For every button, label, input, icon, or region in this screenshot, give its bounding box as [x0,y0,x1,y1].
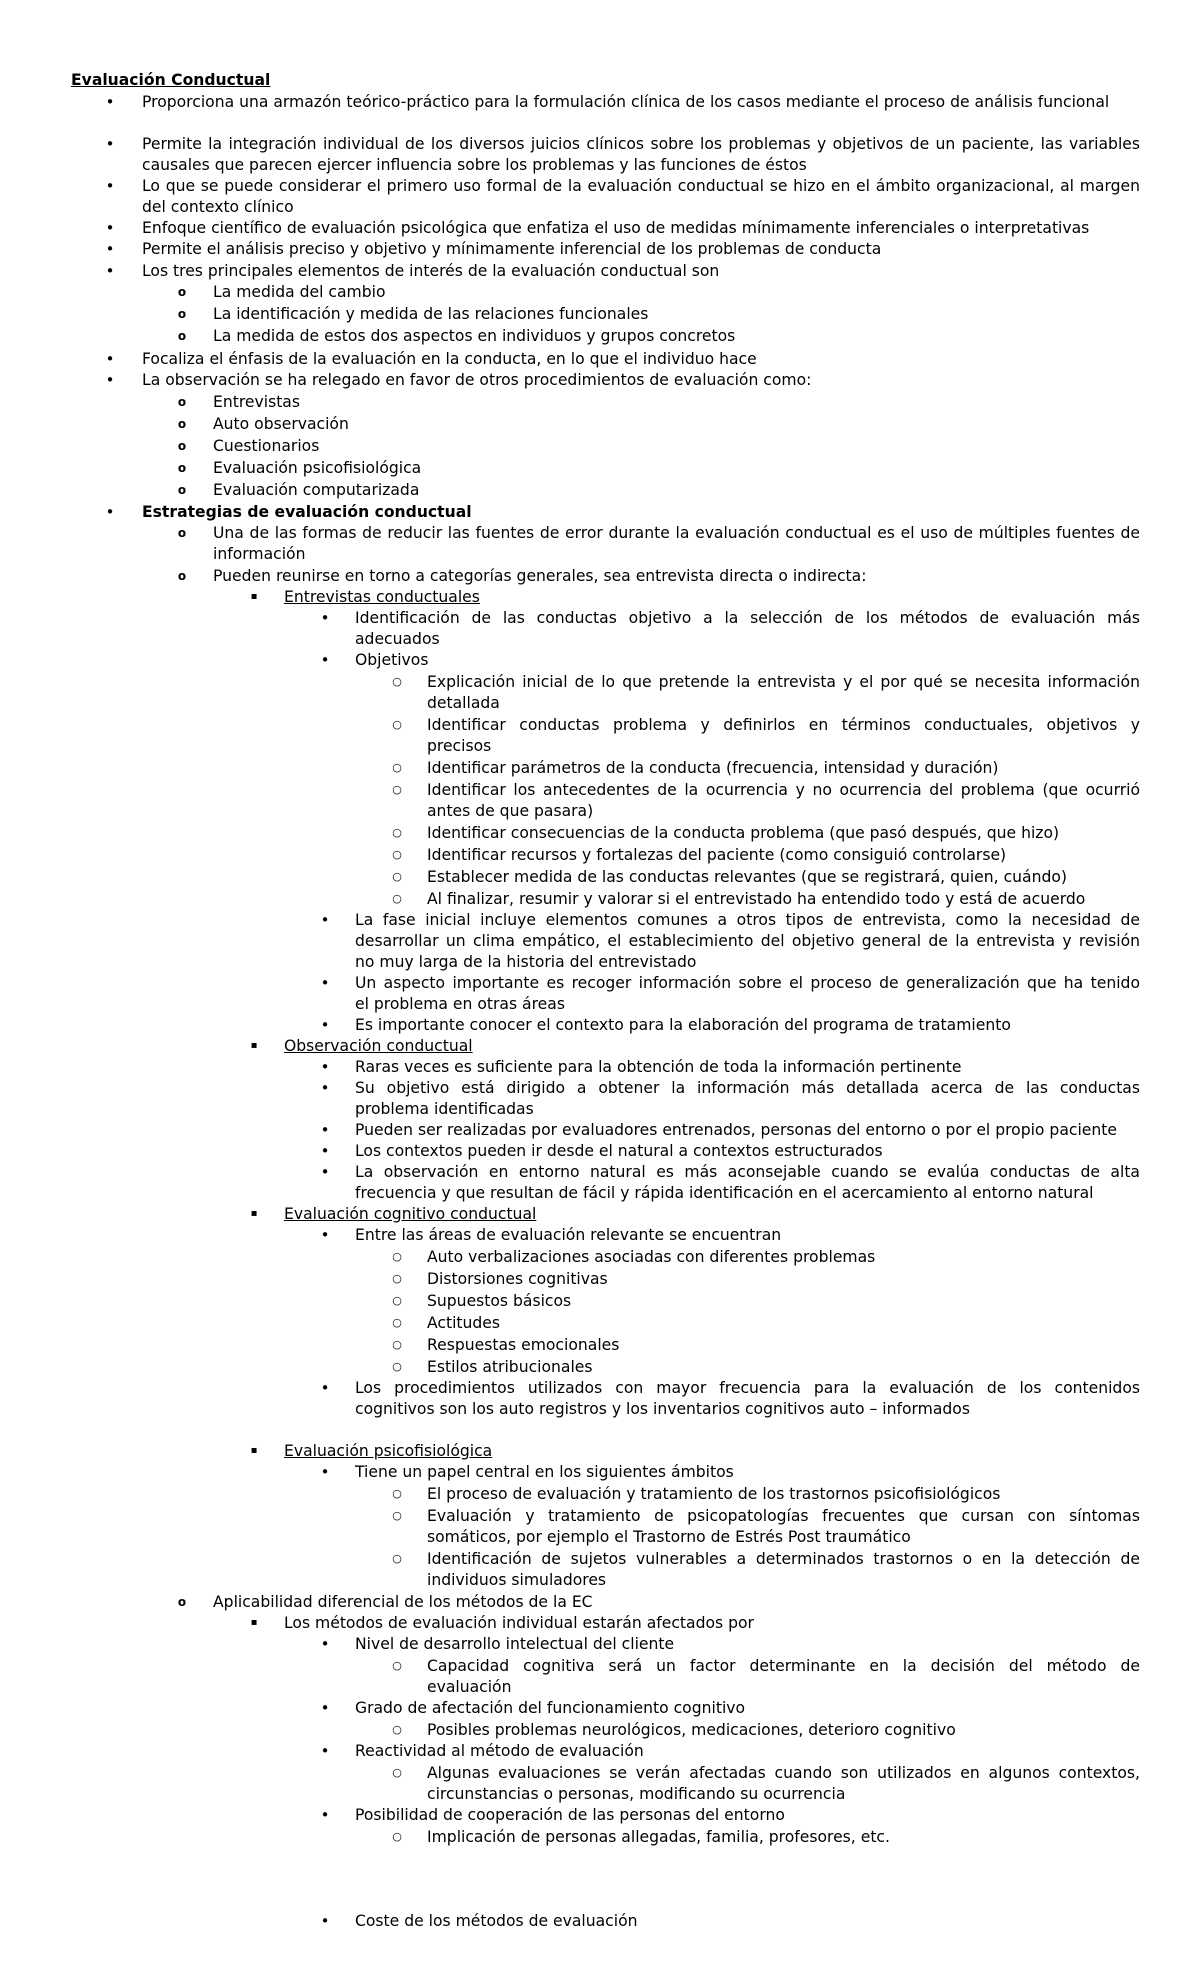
bullet-marker: • [320,1806,330,1824]
list-item-text: cognitivos son los auto registros y los inventarios cognitivos auto – informados [355,1400,970,1418]
list-item [0,238,1200,260]
bullet-marker: • [320,1742,330,1760]
list-item-text: del contexto clínico [142,198,294,216]
list-item-text: Al finalizar, resumir y valorar si el entrevistado ha entendido todo y está de acuerdo [427,890,1086,908]
bullet-marker: ○ [392,1830,402,1843]
list-item-text: no muy larga de la historia del entrevistado [355,953,697,971]
list-item-text: Evaluación computarizada [213,481,420,499]
list-item [0,522,1200,544]
list-item-text: precisos [427,737,492,755]
bullet-marker: o [177,526,187,540]
list-item-text: La observación se ha relegado en favor de otros procedimientos de evaluación como: [142,371,812,389]
bullet-marker: • [320,1635,330,1653]
bullet-marker: ○ [392,1338,402,1351]
bullet-marker: o [177,395,187,409]
list-item-text: Entrevistas conductuales [284,588,480,606]
list-item [0,391,1200,413]
list-item [0,1224,1200,1246]
list-item [0,909,1200,931]
list-item [0,1740,1200,1762]
list-item-text: Enfoque científico de evaluación psicológica que enfatiza el uso de medidas mínimamente inferenciales o interpretativas [142,219,1090,237]
list-item [0,348,1200,370]
document-title-line [0,69,1200,91]
bullet-marker: ○ [392,783,402,796]
list-item-text: antes de que pasara) [427,802,594,820]
list-item-text: Los métodos de evaluación individual estarán afectados por [284,1614,754,1632]
bullet-marker: • [320,1016,330,1034]
list-item [0,1014,1200,1036]
list-item-text: Algunas evaluaciones se verán afectadas cuando son utilizados en algunos contextos, [427,1764,1140,1782]
bullet-marker: ○ [392,1487,402,1500]
bullet-marker: ▪ [250,1208,258,1219]
list-item-text: Evaluación y tratamiento de psicopatologías frecuentes que cursan con síntomas [427,1507,1140,1525]
bullet-marker: ▪ [250,1040,258,1051]
list-item-continuation [0,800,1200,822]
bullet-marker: ○ [392,675,402,688]
list-item-continuation [0,1783,1200,1805]
list-item-continuation [0,1676,1200,1698]
bullet-marker: o [177,461,187,475]
list-item [0,457,1200,479]
bullet-marker: ○ [392,1552,402,1565]
list-item-text: Evaluación psicofisiológica [213,459,422,477]
list-item-text: información [213,545,306,563]
list-item-text: Proporciona una armazón teórico-práctico para la formulación clínica de los casos mediante el proceso de análisis funcional [142,93,1110,111]
list-item [0,217,1200,239]
list-item-text: adecuados [355,630,440,648]
list-item-text: Estrategias de evaluación conductual [142,503,472,521]
list-item-text: Supuestos básicos [427,1292,572,1310]
bullet-marker: ○ [392,1659,402,1672]
bullet-marker: ▪ [250,1617,258,1628]
list-item [0,671,1200,693]
list-item [0,260,1200,282]
list-item-text: causales que parecen ejercer influencia sobre los problemas y las funciones de éstos [142,156,807,174]
list-item-text: Establecer medida de las conductas relevantes (que se registrará, quien, cuándo) [427,868,1067,886]
list-item-text: Lo que se puede considerar el primero uso formal de la evaluación conductual se hizo en el ámbito organizacional, al margen [142,177,1140,195]
list-item-text: el problema en otras áreas [355,995,565,1013]
list-item-text: individuos simuladores [427,1571,607,1589]
list-item-continuation [0,993,1200,1015]
bullet-marker: ○ [392,761,402,774]
list-item [0,1612,1200,1634]
list-item-text: Tiene un papel central en los siguientes ámbitos [355,1463,734,1481]
list-item-text: somáticos, por ejemplo el Trastorno de Estrés Post traumático [427,1528,911,1546]
list-item [0,1140,1200,1162]
list-item [0,1312,1200,1334]
list-item-text: Pueden ser realizadas por evaluadores entrenados, personas del entorno o por el propio paciente [355,1121,1117,1139]
list-item [0,866,1200,888]
list-item-text: La identificación y medida de las relaciones funcionales [213,305,649,323]
list-item-text: Permite el análisis preciso y objetivo y mínimamente inferencial de los problemas de conducta [142,240,882,258]
list-item-text: Cuestionarios [213,437,320,455]
list-item-text: La medida del cambio [213,283,386,301]
bullet-marker: o [177,483,187,497]
list-item-continuation [0,196,1200,218]
list-item [0,586,1200,608]
list-item-text: detallada [427,694,500,712]
list-item-text: Capacidad cognitiva será un factor determinante en la decisión del método de [427,1657,1140,1675]
list-item [0,479,1200,501]
document-title: Evaluación Conductual [71,71,271,89]
list-item-text: Los contextos pueden ir desde el natural a contextos estructurados [355,1142,883,1160]
bullet-marker: • [320,651,330,669]
list-item-continuation [0,543,1200,565]
bullet-marker: ○ [392,1294,402,1307]
list-item [0,1804,1200,1826]
bullet-marker: • [320,1058,330,1076]
list-item-text: Su objetivo está dirigido a obtener la información más detallada acerca de las conductas [355,1079,1140,1097]
bullet-marker: ▪ [250,591,258,602]
list-item [0,822,1200,844]
bullet-marker: ○ [392,1766,402,1779]
list-item [0,714,1200,736]
list-item [0,369,1200,391]
list-item [0,757,1200,779]
list-item-continuation [0,154,1200,176]
list-item-text: Posibles problemas neurológicos, medicaciones, deterioro cognitivo [427,1721,956,1739]
bullet-marker: • [320,1379,330,1397]
list-item [0,972,1200,994]
list-item-text: Evaluación psicofisiológica [284,1442,493,1460]
list-item [0,1161,1200,1183]
list-item-text: Reactividad al método de evaluación [355,1742,644,1760]
list-item-continuation [0,1526,1200,1548]
bullet-marker: ○ [392,1360,402,1373]
bullet-marker: ▪ [250,1445,258,1456]
list-item [0,1246,1200,1268]
list-item-text: Implicación de personas allegadas, familia, profesores, etc. [427,1828,890,1846]
bullet-marker: • [105,240,115,258]
list-item-text: Focaliza el énfasis de la evaluación en la conducta, en lo que el individuo hace [142,350,757,368]
bullet-marker: • [320,1699,330,1717]
bullet-marker: • [320,1912,330,1930]
list-item-continuation [0,1182,1200,1204]
bullet-marker: ○ [392,892,402,905]
list-item [0,844,1200,866]
list-item-text: Identificar conductas problema y definirlos en términos conductuales, objetivos y [427,716,1140,734]
list-item [0,501,1200,523]
list-item-continuation [0,1398,1200,1420]
bullet-marker: o [177,417,187,431]
list-item [0,649,1200,671]
bullet-marker: • [105,262,115,280]
list-item-continuation [0,735,1200,757]
list-item [0,1826,1200,1848]
bullet-marker: ○ [392,1509,402,1522]
bullet-marker: • [105,371,115,389]
bullet-marker: • [320,1163,330,1181]
list-item-text: Permite la integración individual de los diversos juicios clínicos sobre los problemas y objetivos de un paciente, las variables [142,135,1140,153]
list-item [0,1633,1200,1655]
bullet-marker: • [320,1142,330,1160]
bullet-marker: • [105,177,115,195]
list-item-continuation [0,1569,1200,1591]
list-item-text: Identificación de las conductas objetivo a la selección de los métodos de evaluación más [355,609,1140,627]
list-item-text: Nivel de desarrollo intelectual del cliente [355,1635,675,1653]
list-item-text: Los tres principales elementos de interés de la evaluación conductual son [142,262,720,280]
list-item-text: La fase inicial incluye elementos comunes a otros tipos de entrevista, como la necesidad de [355,911,1140,929]
bullet-marker: • [320,911,330,929]
list-item [0,607,1200,629]
list-item [0,1268,1200,1290]
list-item [0,303,1200,325]
list-item-text: Identificar consecuencias de la conducta problema (que pasó después, que hizo) [427,824,1060,842]
bullet-marker: • [320,1121,330,1139]
list-item [0,281,1200,303]
list-item-continuation [0,951,1200,973]
list-item [0,1077,1200,1099]
list-item-text: Identificar parámetros de la conducta (frecuencia, intensidad y duración) [427,759,999,777]
list-item [0,1290,1200,1312]
list-item [0,1356,1200,1378]
bullet-marker: • [105,93,115,111]
bullet-marker: • [320,1079,330,1097]
bullet-marker: • [105,135,115,153]
list-item-text: Es importante conocer el contexto para la elaboración del programa de tratamiento [355,1016,1011,1034]
bullet-marker: • [320,1226,330,1244]
bullet-marker: • [320,974,330,992]
bullet-marker: ○ [392,1250,402,1263]
list-item-text: desarrollar un clima empático, el establecimiento del objetivo general de la entrevista y revisión [355,932,1140,950]
list-item-text: Entrevistas [213,393,300,411]
list-item-text: Aplicabilidad diferencial de los métodos de la EC [213,1593,593,1611]
list-item [0,779,1200,801]
list-item [0,1483,1200,1505]
list-item-text: evaluación [427,1678,512,1696]
list-item-text: Auto observación [213,415,349,433]
list-item [0,413,1200,435]
list-item-text: Estilos atribucionales [427,1358,593,1376]
list-item-text: Grado de afectación del funcionamiento cognitivo [355,1699,746,1717]
list-item-text: Identificar los antecedentes de la ocurrencia y no ocurrencia del problema (que ocurrió [427,781,1140,799]
list-item-text: Explicación inicial de lo que pretende la entrevista y el por qué se necesita información [427,673,1140,691]
list-item [0,1119,1200,1141]
list-item-text: Los procedimientos utilizados con mayor frecuencia para la evaluación de los contenidos [355,1379,1140,1397]
list-item [0,1655,1200,1677]
list-item [0,133,1200,155]
bullet-marker: • [105,219,115,237]
list-item [0,1591,1200,1613]
list-item [0,91,1200,113]
list-item [0,1548,1200,1570]
list-item-text: Pueden reunirse en torno a categorías generales, sea entrevista directa o indirecta: [213,567,867,585]
list-item-text: Un aspecto importante es recoger información sobre el proceso de generalización que ha tenido [355,974,1140,992]
list-item-text: Una de las formas de reducir las fuentes de error durante la evaluación conductual es el uso de múltiples fuentes de [213,524,1140,542]
bullet-marker: o [177,569,187,583]
list-item [0,1056,1200,1078]
bullet-marker: ○ [392,718,402,731]
list-item-continuation [0,628,1200,650]
bullet-marker: • [320,609,330,627]
list-item-text: circunstancias o personas, modificando su ocurrencia [427,1785,846,1803]
list-item-text: La medida de estos dos aspectos en individuos y grupos concretos [213,327,736,345]
list-item-text: La observación en entorno natural es más aconsejable cuando se evalúa conductas de alta [355,1163,1140,1181]
bullet-marker: • [105,350,115,368]
list-item-continuation [0,930,1200,952]
list-item-text: Coste de los métodos de evaluación [355,1912,638,1930]
bullet-marker: o [177,329,187,343]
list-item-text: Entre las áreas de evaluación relevante se encuentran [355,1226,782,1244]
list-item-text: Evaluación cognitivo conductual [284,1205,537,1223]
list-item-text: El proceso de evaluación y tratamiento de los trastornos psicofisiológicos [427,1485,1001,1503]
list-item [0,1203,1200,1225]
list-item-text: Posibilidad de cooperación de las personas del entorno [355,1806,785,1824]
list-item [0,1762,1200,1784]
bullet-marker: ○ [392,1272,402,1285]
list-item [0,888,1200,910]
list-item [0,1719,1200,1741]
list-item [0,1440,1200,1462]
list-item [0,1910,1200,1932]
list-item-text: Respuestas emocionales [427,1336,620,1354]
bullet-marker: ○ [392,1316,402,1329]
bullet-marker: o [177,439,187,453]
list-item-text: Objetivos [355,651,429,669]
list-item [0,1035,1200,1057]
list-item [0,1697,1200,1719]
bullet-marker: • [105,503,115,521]
bullet-marker: • [320,1463,330,1481]
list-item [0,1461,1200,1483]
list-item-text: Auto verbalizaciones asociadas con diferentes problemas [427,1248,876,1266]
bullet-marker: o [177,1595,187,1609]
list-item [0,1334,1200,1356]
list-item-text: problema identificadas [355,1100,534,1118]
bullet-marker: ○ [392,870,402,883]
list-item-text: Raras veces es suficiente para la obtención de toda la información pertinente [355,1058,962,1076]
bullet-marker: o [177,307,187,321]
bullet-marker: ○ [392,848,402,861]
bullet-marker: ○ [392,1723,402,1736]
list-item [0,1505,1200,1527]
list-item-text: frecuencia y que resultan de fácil y rápida identificación en el acercamiento al entorno natural [355,1184,1094,1202]
list-item [0,565,1200,587]
list-item [0,435,1200,457]
list-item [0,175,1200,197]
list-item-text: Observación conductual [284,1037,473,1055]
bullet-marker: ○ [392,826,402,839]
list-item-text: Distorsiones cognitivas [427,1270,608,1288]
list-item-text: Identificar recursos y fortalezas del paciente (como consiguió controlarse) [427,846,1007,864]
list-item-text: Identificación de sujetos vulnerables a determinados trastornos o en la detección de [427,1550,1140,1568]
bullet-marker: o [177,285,187,299]
list-item-continuation [0,692,1200,714]
list-item-text: Actitudes [427,1314,501,1332]
list-item [0,325,1200,347]
list-item [0,1377,1200,1399]
list-item-continuation [0,1098,1200,1120]
